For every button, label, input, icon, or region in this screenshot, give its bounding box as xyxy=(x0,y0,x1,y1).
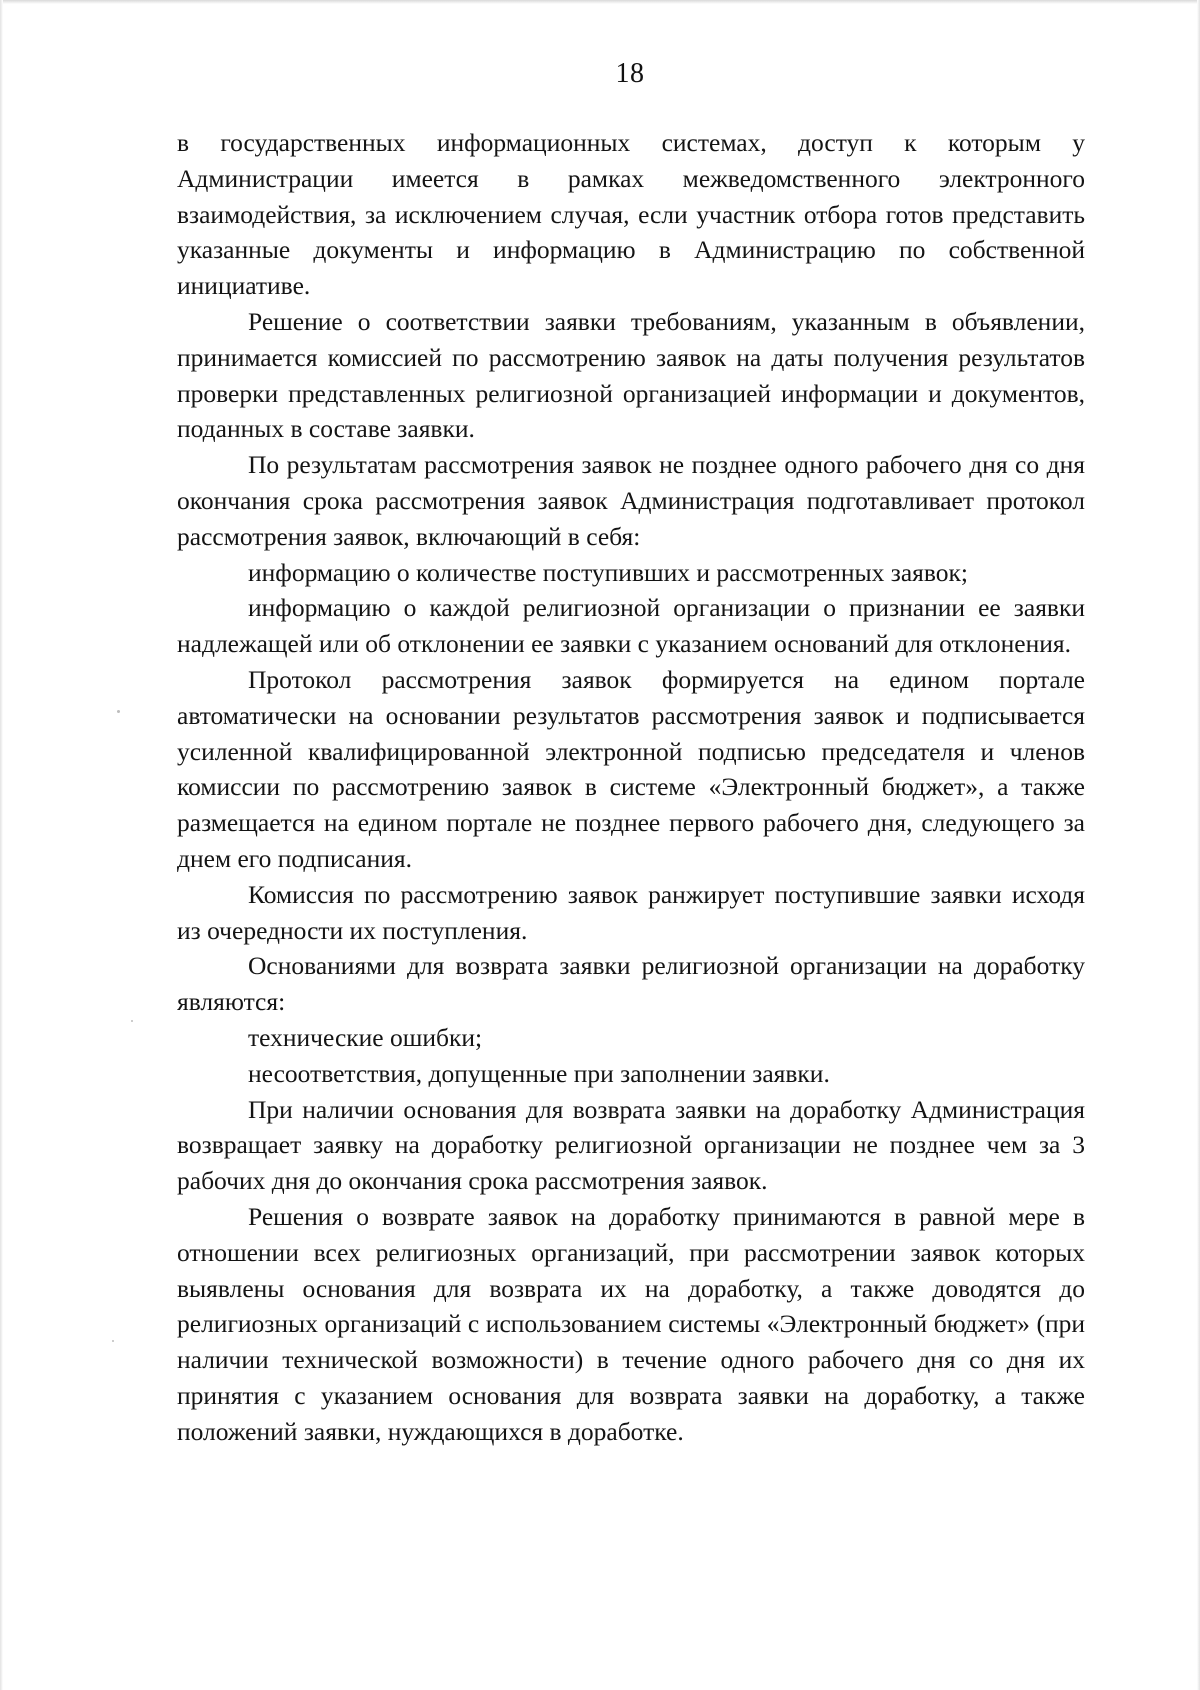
paragraph: в государственных информационных системах, доступ к которым у Администрации имеется в рамках межведомственного электронного взаимодействия, за исключением случая, если участник отбора готов представить указанные документы и информацию в Администрацию по собственной инициативе. xyxy=(177,128,1085,301)
paragraph: технические ошибки; xyxy=(248,1022,483,1052)
paragraph: информацию о каждой религиозной организации о признании ее заявки надлежащей или об отклонении ее заявки с указанием оснований для отклонения. xyxy=(177,593,1085,659)
paragraph: Основаниями для возврата заявки религиозной организации на доработку являются: xyxy=(177,951,1085,1017)
paragraph: По результатам рассмотрения заявок не позднее одного рабочего дня со дня окончания срока рассмотрения заявок Администрация подготавливает протокол рассмотрения заявок, включающий в себя: xyxy=(177,450,1085,551)
paragraph: Протокол рассмотрения заявок формируется на едином портале автоматически на основании результатов рассмотрения заявок и подписывается усиленной квалифицированной электронной подписью председателя и членов комиссии по рассмотрению заявок в системе «Электронный бюджет», а также размещается на едином портале не позднее первого рабочего дня, следующего за днем его подписания. xyxy=(177,664,1085,873)
page-number: 18 xyxy=(615,58,645,89)
paragraph: информацию о количестве поступивших и рассмотренных заявок; xyxy=(248,557,968,587)
scan-speck xyxy=(117,710,120,713)
paragraph: Решение о соответствии заявки требованиям, указанным в объявлении, принимается комиссией по рассмотрению заявок на даты получения результатов проверки представленных религиозной организацией информации и документов, поданных в составе заявки. xyxy=(177,306,1085,444)
scan-edge xyxy=(0,0,3,1690)
scan-speck xyxy=(131,1020,133,1022)
scan-edge xyxy=(0,0,1200,4)
paragraph: Решения о возврате заявок на доработку принимаются в равной мере в отношении всех религиозных организаций, при рассмотрении заявок которых выявлены основания для возврата их на доработку, а также доводятся до религиозных организаций с использованием системы «Электронный бюджет» (при наличии технической возможности) в течение одного рабочего дня со дня их принятия с указанием основания для возврата заявки на доработку, а также положений заявки, нуждающихся в доработке. xyxy=(177,1201,1085,1446)
document-body xyxy=(177,125,1085,1449)
scan-speck xyxy=(112,1340,114,1342)
paragraph: При наличии основания для возврата заявки на доработку Администрация возвращает заявку на доработку религиозной организации не позднее чем за 3 рабочих дня до окончания срока рассмотрения заявок. xyxy=(177,1094,1085,1196)
paragraph: несоответствия, допущенные при заполнении заявки. xyxy=(248,1058,830,1088)
paragraph: Комиссия по рассмотрению заявок ранжирует поступившие заявки исходя из очередности их поступления. xyxy=(177,879,1085,945)
